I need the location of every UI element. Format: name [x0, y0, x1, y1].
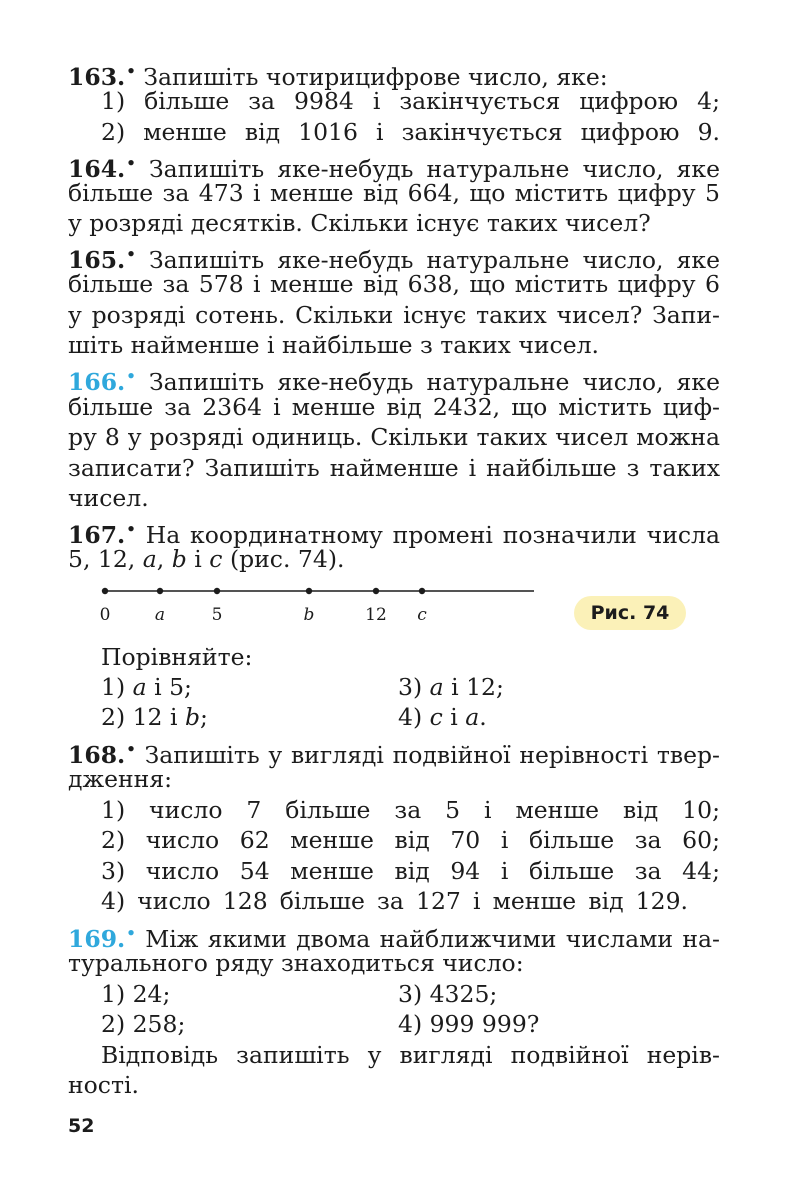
point-b [306, 588, 312, 594]
problem-169-answer-line-2: ності. [68, 1071, 139, 1099]
problem-text: Запишіть яке-небудь натуральне число, яке [148, 155, 720, 183]
problem-166-line-5: чисел. [68, 484, 149, 512]
problem-167-line-2 [68, 544, 720, 574]
text-part: і [194, 545, 202, 573]
difficulty-dot-icon: • [126, 154, 136, 172]
problem-168-line-2: дження: [68, 765, 173, 793]
task-text: 2) 12 і [101, 703, 178, 731]
variable-b: b [171, 545, 187, 573]
problem-168-item-4: 4) число 128 більше за 127 і менше від 129. [101, 887, 688, 915]
problem-number: 166. [68, 368, 126, 396]
task-text: і 12; [451, 673, 504, 701]
problem-168-item-2: 2) число 62 менше від 70 і більше за 60; [101, 826, 720, 854]
problem-number: 169. [68, 925, 126, 953]
problem-number: 168. [68, 741, 126, 769]
compare-task-4 [398, 702, 487, 732]
problem-text: Запишіть яке-небудь натуральне число, яке [148, 246, 720, 274]
problem-166-line-4: записати? Запишіть найменше і найбільше з таких [68, 454, 720, 482]
compare-task-2 [101, 702, 208, 732]
variable-c: c [429, 703, 443, 731]
compare-task-3 [398, 672, 504, 702]
problem-164-line-3: у розряді десятків. Скільки існує таких чисел? [68, 209, 651, 237]
variable-a: a [142, 545, 157, 573]
problem-number: 167. [68, 521, 126, 549]
variable-a: a [429, 673, 444, 701]
problem-165-line-2: більше за 578 і менше від 638, що містить цифру 6 [68, 270, 720, 298]
task-text: і [450, 703, 458, 731]
ray-label-12: 12 [365, 605, 387, 625]
variable-a: a [465, 703, 480, 731]
problem-169-item-2: 2) 258; [101, 1010, 186, 1038]
problem-169-item-4: 4) 999 999? [398, 1010, 540, 1038]
task-number: 3) [398, 673, 423, 701]
compare-task-1 [101, 672, 192, 702]
point-12 [373, 588, 379, 594]
problem-165-line-3: у розряді сотень. Скільки існує таких чисел? Запи- [68, 301, 720, 329]
task-text: і 5; [154, 673, 192, 701]
text-part: (рис. 74). [229, 545, 345, 573]
ray-label-5: 5 [211, 605, 223, 625]
point-0 [102, 588, 108, 594]
problem-166-line-3: ру 8 у розряді одиниць. Скільки таких чисел можна [68, 423, 720, 451]
problem-169-item-1: 1) 24; [101, 980, 171, 1008]
page-number: 52 [68, 1115, 95, 1137]
problem-168-item-3: 3) число 54 менше від 94 і більше за 44; [101, 857, 720, 885]
task-number: 1) [101, 673, 126, 701]
problem-163-item-2: 2) менше від 1016 і закінчується цифрою 9. [101, 118, 720, 146]
problem-number: 165. [68, 246, 126, 274]
problem-text: Запишіть у вигляді подвійної нерівності твер- [144, 741, 720, 769]
variable-a: a [132, 673, 147, 701]
text-part: 5, 12, [68, 545, 136, 573]
difficulty-dot-icon: • [126, 740, 136, 758]
variable-c: c [209, 545, 223, 573]
problem-number: 164. [68, 155, 126, 183]
problem-169-answer-line-1: Відповідь запишіть у вигляді подвійної нерів- [101, 1041, 720, 1069]
ray-label-b: b [303, 605, 315, 625]
compare-label: Порівняйте: [101, 643, 253, 671]
text-part: , [156, 545, 165, 573]
problem-text: На координатному промені позначили числа [145, 521, 720, 549]
difficulty-dot-icon: • [126, 62, 136, 80]
point-5 [214, 588, 220, 594]
problem-166-line-2: більше за 2364 і менше від 2432, що містить циф- [68, 393, 720, 421]
ray-label-a: a [154, 605, 166, 625]
problem-number: 163. [68, 63, 126, 91]
problem-text: Запишіть чотирицифрове число, яке: [143, 63, 608, 91]
task-number: 4) [398, 703, 423, 731]
point-a [157, 588, 163, 594]
figure-caption-badge: Рис. 74 [574, 596, 686, 630]
ray-label-0: 0 [99, 605, 111, 625]
task-punct: ; [200, 703, 208, 731]
point-c [419, 588, 425, 594]
problem-169-line-2: турального ряду знаходиться число: [68, 949, 524, 977]
problem-169-item-3: 3) 4325; [398, 980, 498, 1008]
problem-168-item-1: 1) число 7 більше за 5 і менше від 10; [101, 796, 720, 824]
problem-165-line-4: шіть найменше і найбільше з таких чисел. [68, 331, 600, 359]
problem-text: Між якими двома найближчими числами на- [145, 925, 720, 953]
task-punct: . [479, 703, 487, 731]
difficulty-dot-icon: • [126, 245, 136, 263]
variable-b: b [184, 703, 201, 731]
ray-label-c: c [417, 605, 427, 625]
problem-164-line-2: більше за 473 і менше від 664, що містить цифру 5 [68, 179, 720, 207]
problem-163-item-1: 1) більше за 9984 і закінчується цифрою 4; [101, 87, 720, 115]
difficulty-dot-icon: • [126, 367, 136, 385]
difficulty-dot-icon: • [126, 520, 136, 538]
problem-text: Запишіть яке-небудь натуральне число, яке [148, 368, 720, 396]
difficulty-dot-icon: • [126, 924, 136, 942]
